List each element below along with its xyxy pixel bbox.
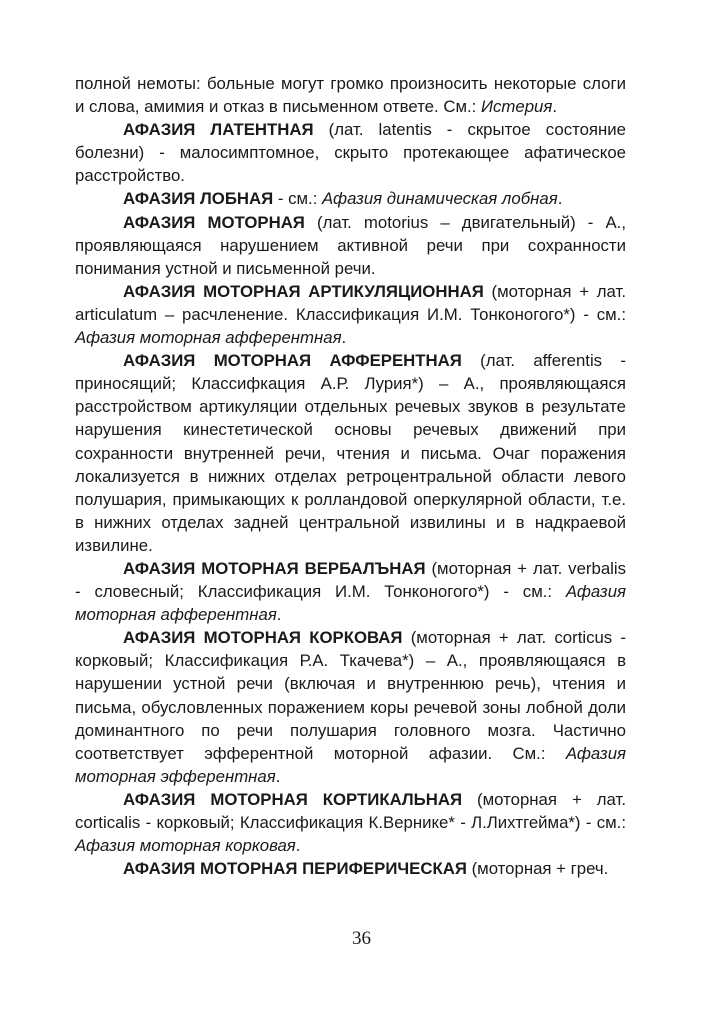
entry-aphasia-motor-articulatory	[75, 280, 626, 349]
entry-term: АФАЗИЯ МОТОРНАЯ ВЕРБАЛЪНАЯ	[123, 558, 426, 578]
paragraph-tail: .	[552, 97, 558, 117]
cross-reference: Афазия моторная афферентная	[75, 328, 342, 348]
entry-definition: (лат. afferentis - приносящий; Классифкация А.Р. Лурия*) – А., проявляющаяся расстройством артикуляции отдельных речевых звуков в результате нарушения кинестетической основы речевых движений при сохранности внутренней речи, чтения и письма. Очаг поражения локализуется в нижних отделах ретроцентральной области левого полушария, примыкающих к ролландовой оперкулярной области, т.е. в нижних отделах задней центральной извилины и в надкраевой извилине.	[75, 351, 626, 555]
entry-aphasia-motor-afferent	[75, 349, 626, 557]
entry-aphasia-latent	[75, 118, 626, 187]
entry-term: АФАЗИЯ МОТОРНАЯ АФФЕРЕНТНАЯ	[123, 351, 462, 371]
cross-reference: Афазия моторная корковая	[75, 836, 296, 856]
continuation-paragraph	[75, 72, 626, 118]
page-number: 36	[352, 928, 371, 949]
entry-term: АФАЗИЯ МОТОРНАЯ КОРКОВАЯ	[123, 628, 403, 648]
entry-term: АФАЗИЯ МОТОРНАЯ КОРТИКАЛЬНАЯ	[123, 789, 463, 809]
cross-reference: Афазия динамическая лобная	[322, 189, 558, 209]
entry-definition: - см.:	[273, 189, 323, 209]
paragraph-tail: .	[276, 605, 282, 625]
entry-term: АФАЗИЯ ЛАТЕНТНАЯ	[123, 120, 314, 140]
entry-aphasia-motor-peripheral	[75, 857, 626, 880]
cross-reference: Афазия моторная эфферентная	[75, 743, 626, 786]
entry-aphasia-motor-cortical	[75, 626, 626, 788]
entry-term: АФАЗИЯ МОТОРНАЯ АРТИКУЛЯЦИОННАЯ	[123, 281, 484, 301]
paragraph-text: полной немоты: больные могут громко произносить некоторые слоги и слова, амимия и отказ в письменном ответе. См.:	[75, 74, 626, 117]
entry-definition: (лат. latentis - скрытое состояние болезни) - малосимптомное, скрыто протекающее афатическое расстройство.	[75, 120, 626, 186]
paragraph-tail: .	[341, 328, 347, 348]
entry-definition: (лат. motorius – двигательный) - А., проявляющаяся нарушением активной речи при сохранности понимания устной и письменной речи.	[75, 212, 626, 278]
entry-aphasia-motor	[75, 211, 626, 280]
paragraph-tail: .	[275, 766, 281, 786]
entry-aphasia-frontal	[75, 187, 626, 210]
paragraph-tail: .	[295, 836, 301, 856]
entry-aphasia-motor-corticalis	[75, 788, 626, 857]
entry-term: АФАЗИЯ МОТОРНАЯ ПЕРИФЕРИЧЕСКАЯ	[123, 859, 467, 879]
entry-definition: (моторная + лат. corticalis - корковый; Классификация К.Вернике* - Л.Лихтгейма*) - см.:	[75, 789, 626, 832]
cross-reference: Афазия моторная афферентная	[75, 582, 626, 625]
entry-term: АФАЗИЯ ЛОБНАЯ	[123, 189, 274, 209]
entry-definition: (моторная + лат. corticus - корковый; Классификация Р.А. Ткачева*) – А., проявляющаяся в нарушении устной речи (включая и внутреннюю речь), чтения и письма, обусловленных поражением коры речевой зоны лобной доли доминантного по речи полушария головного мозга. Частично соответствует эфферентной моторной афазии. См.:	[75, 628, 627, 763]
entry-term: АФАЗИЯ МОТОРНАЯ	[123, 212, 305, 232]
dictionary-text	[75, 72, 626, 880]
entry-definition: (моторная + лат. articulatum – расчленение. Классификация И.М. Тонконогого*) - см.:	[75, 281, 626, 324]
paragraph-tail: .	[557, 189, 563, 209]
entry-definition: (моторная + лат. verbalis - словесный; Классификация И.М. Тонконогого*) - см.:	[75, 558, 626, 602]
entry-definition: (моторная + греч.	[466, 859, 609, 879]
cross-reference: Истерия	[481, 97, 553, 117]
entry-aphasia-motor-verbal	[75, 557, 626, 626]
